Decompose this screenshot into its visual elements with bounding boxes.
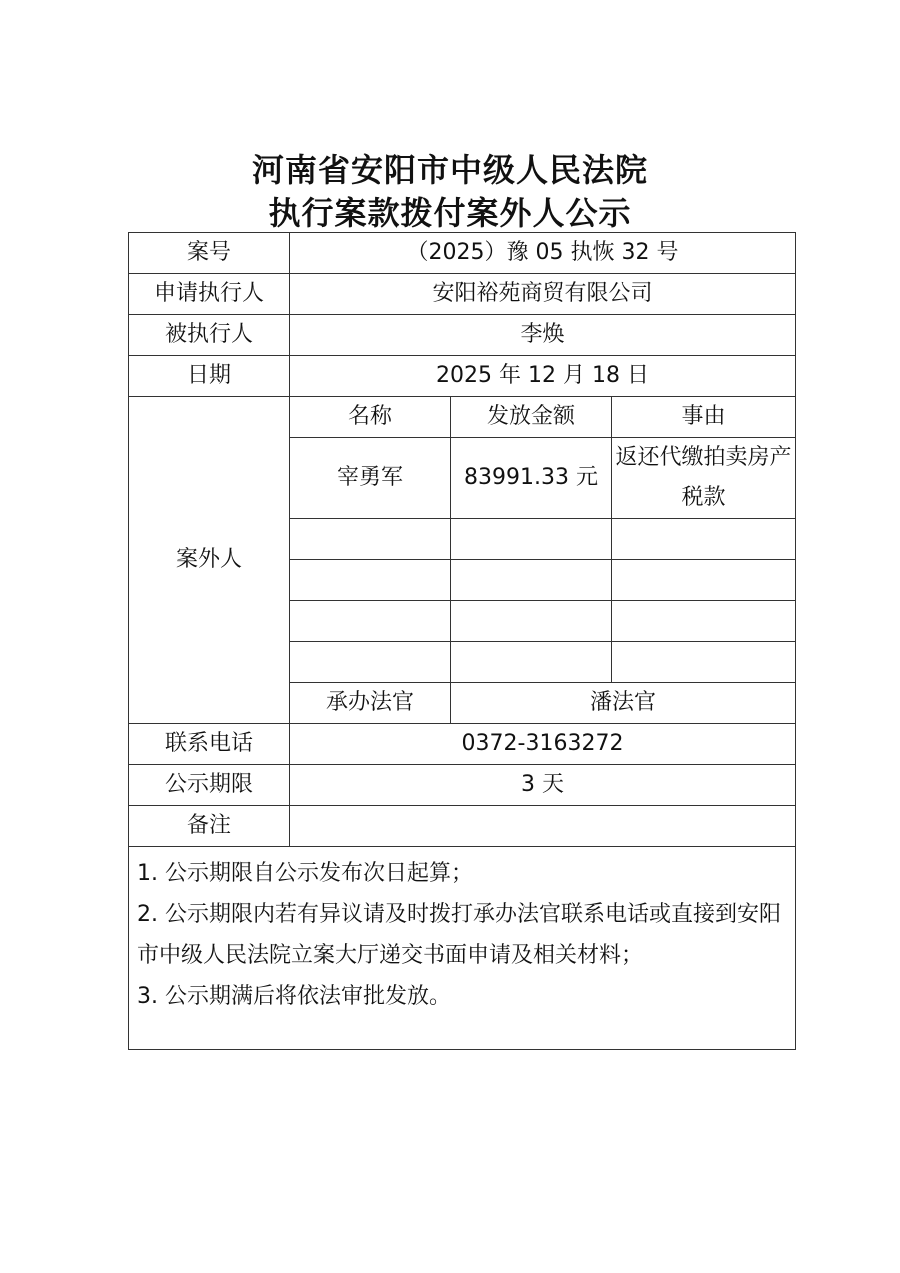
- note-1: 1. 公示期限自公示发布次日起算；: [137, 861, 473, 886]
- empty-cell: [612, 519, 796, 560]
- note-3: 3. 公示期满后将依法审批发放。: [137, 984, 451, 1009]
- empty-cell: [290, 601, 451, 642]
- empty-cell: [290, 642, 451, 683]
- document-subtitle: 执行案款拨付案外人公示: [268, 194, 632, 232]
- notes-cell: [129, 847, 796, 1050]
- column-header-amount: 发放金额: [451, 397, 612, 438]
- respondent-row: [129, 315, 796, 356]
- period-value: 3 天: [290, 765, 796, 806]
- period-label: 公示期限: [129, 765, 290, 806]
- empty-cell: [451, 519, 612, 560]
- empty-cell: [612, 560, 796, 601]
- remark-value: [290, 806, 796, 847]
- case-number-value: （2025）豫 05 执恢 32 号: [290, 233, 796, 274]
- applicant-label: 申请执行人: [129, 274, 290, 315]
- phone-label: 联系电话: [129, 724, 290, 765]
- respondent-value: 李焕: [290, 315, 796, 356]
- phone-row: [129, 724, 796, 765]
- column-header-name: 名称: [290, 397, 451, 438]
- phone-value: 0372-3163272: [290, 724, 796, 765]
- notice-table: [128, 232, 796, 1050]
- remark-label: 备注: [129, 806, 290, 847]
- respondent-label: 被执行人: [129, 315, 290, 356]
- date-value: 2025 年 12 月 18 日: [290, 356, 796, 397]
- outsider-label: 案外人: [129, 397, 290, 724]
- remark-row: [129, 806, 796, 847]
- outsider-reason: 返还代缴拍卖房产税款: [612, 438, 796, 519]
- outsider-header-row: [129, 397, 796, 438]
- empty-cell: [451, 560, 612, 601]
- applicant-row: [129, 274, 796, 315]
- empty-cell: [451, 601, 612, 642]
- note-2: 2. 公示期限内若有异议请及时拨打承办法官联系电话或直接到安阳市中级人民法院立案大厅递交书面申请及相关材料；: [137, 902, 781, 968]
- outsider-name: 宰勇军: [290, 438, 451, 519]
- date-label: 日期: [129, 356, 290, 397]
- case-number-row: [129, 233, 796, 274]
- judge-value: 潘法官: [451, 683, 796, 724]
- empty-cell: [612, 601, 796, 642]
- empty-cell: [451, 642, 612, 683]
- notes-row: [129, 847, 796, 1050]
- applicant-value: 安阳裕苑商贸有限公司: [290, 274, 796, 315]
- empty-cell: [290, 560, 451, 601]
- judge-label: 承办法官: [290, 683, 451, 724]
- document-title: 河南省安阳市中级人民法院: [251, 151, 648, 189]
- empty-cell: [612, 642, 796, 683]
- empty-cell: [290, 519, 451, 560]
- date-row: [129, 356, 796, 397]
- column-header-reason: 事由: [612, 397, 796, 438]
- period-row: [129, 765, 796, 806]
- outsider-amount: 83991.33 元: [451, 438, 612, 519]
- case-number-label: 案号: [129, 233, 290, 274]
